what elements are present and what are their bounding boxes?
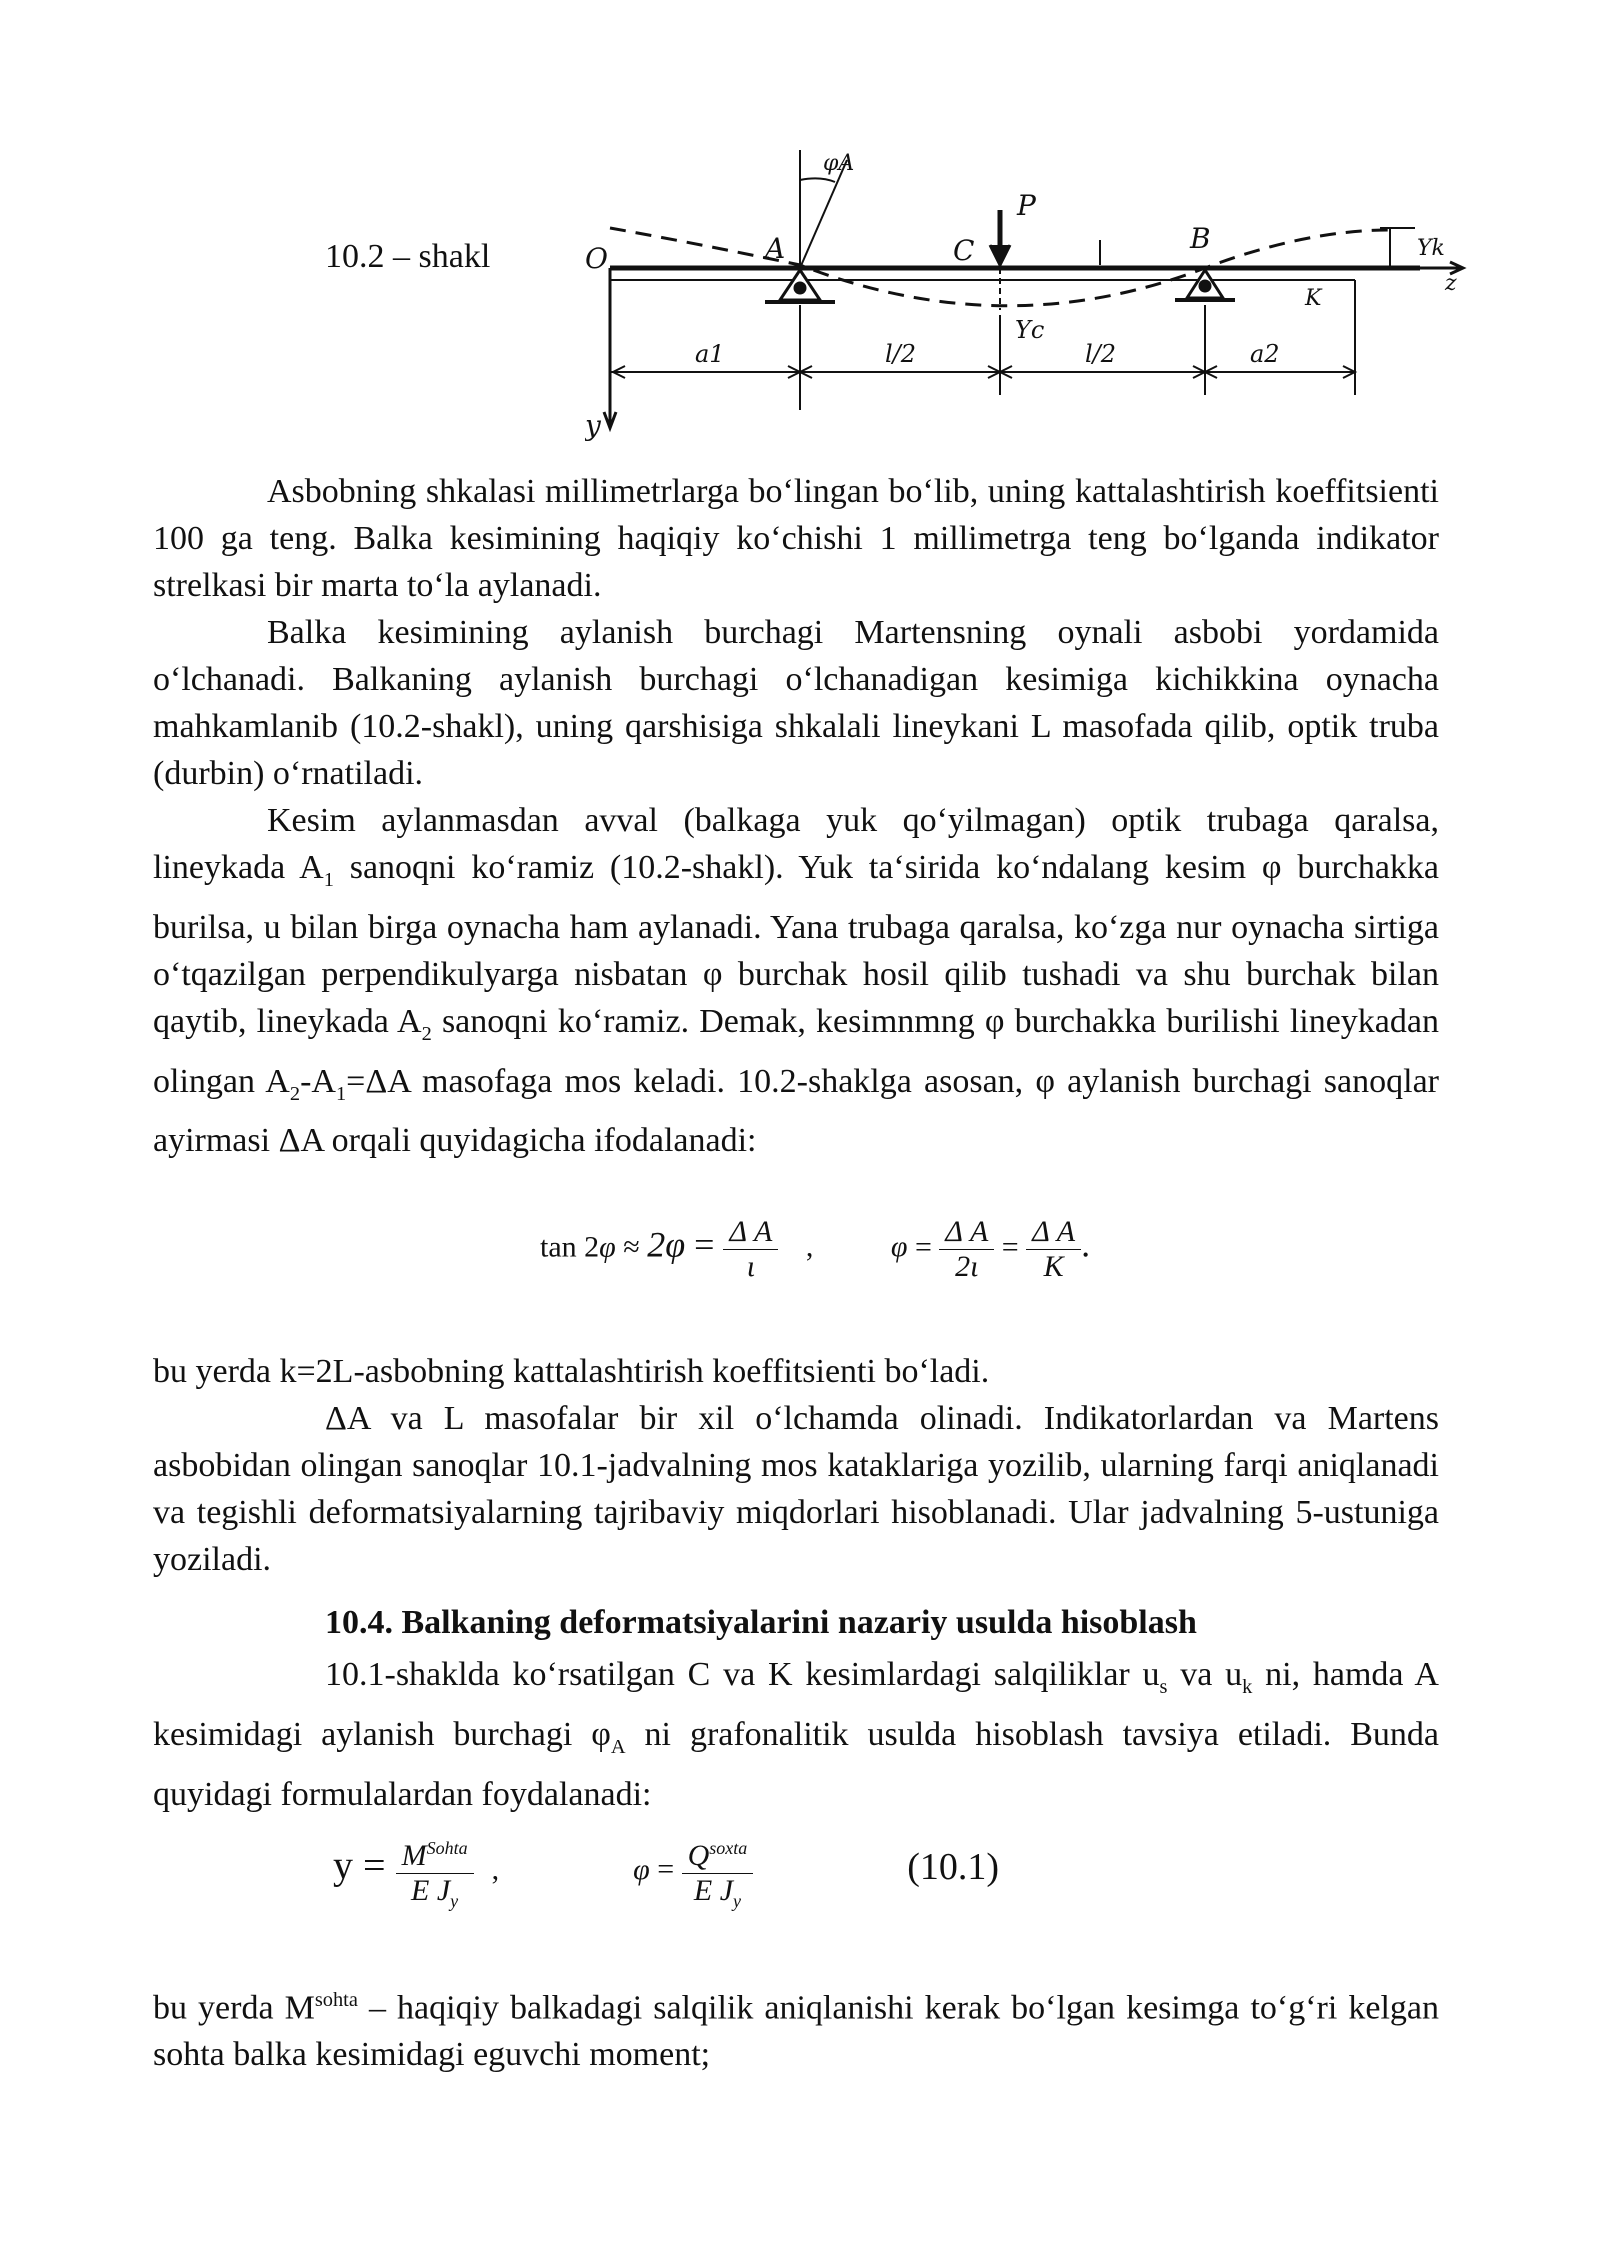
- label-a: A: [765, 232, 786, 265]
- label-l2-left: l/2: [885, 340, 917, 368]
- label-a1: a1: [695, 340, 725, 368]
- section-heading: 10.4. Balkaning deformatsiyalarini nazariy usulda hisoblash: [325, 1604, 1197, 1641]
- label-k: K: [1305, 286, 1322, 311]
- figure-caption: 10.2 – shakl: [325, 238, 491, 275]
- paragraph-6: 10.1-shaklda ko‘rsatilgan C va K kesimlardagi salqiliklar $u_s$ va $u_k$ ni, hamda A kesimidagi aylanish burchagi $\varphi_A$ ni grafonalitik usulda hisoblash tavsiya etiladi. Bunda quyidagi formulalardan foydalanadi:: [153, 1656, 1439, 1813]
- paragraph-7: bu yerda $M^{sohta}$ – haqiqiy balkadagi salqilik aniqlanishi kerak bo‘lgan kesimga to‘g‘ri kelgan sohta balka kesimidagi eguvchi moment;: [153, 1989, 1439, 2074]
- paragraph-2: Balka kesimining aylanish burchagi Martensning oynali asbobi yordamida o‘lchanadi. Balkaning aylanish burchagi o‘lchanadigan kesimiga kichikkina oynacha mahkamlanib (10.2-shakl), uning qarshisiga shkalali lineykani L masofada qilib, optik truba (durbin) o‘rnatiladi.: [153, 614, 1439, 792]
- label-c: C: [953, 234, 975, 267]
- label-phi-a: φA: [823, 151, 855, 176]
- label-yc: Yc: [1015, 316, 1045, 344]
- paragraph-5: ΔA va L masofalar bir xil o‘lchamda olinadi. Indikatorlardan va Martens asbobidan olingan sanoqlar 10.1-jadvalning mos kataklariga yozilib, ularning farqi aniqlanadi va tegishli deformatsiyalarning tajribaviy miqdorlari hisoblanadi. Ular jadvalning 5-ustuniga yoziladi.: [153, 1400, 1439, 1578]
- label-l2-right: l/2: [1085, 340, 1117, 368]
- label-o: O: [585, 242, 608, 275]
- paragraph-1: Asbobning shkalasi millimetrlarga bo‘lingan bo‘lib, uning kattalashtirish koeffitsienti 100 ga teng. Balka kesimining haqiqiy ko‘chishi 1 millimetrga teng bo‘lganda indikator strelkasi bir marta to‘la aylanadi.: [153, 473, 1439, 604]
- paragraph-4: bu yerda k=2L-asbobning kattalashtirish koeffitsienti bo‘ladi.: [153, 1353, 990, 1390]
- label-yk: Yk: [1417, 236, 1445, 261]
- label-p: P: [1017, 189, 1036, 222]
- label-y: y: [585, 409, 601, 442]
- label-a2: a2: [1250, 340, 1280, 368]
- equation-number: (10.1): [907, 1845, 1000, 1888]
- equation-1: tan 2φ ≈ 2φ = $\frac{\text{Δ A}}{\iota}$ , φ = $\frac{\text{Δ A}}{2\iota}$ = $\frac{\text{Δ A}}{K}$ .: [540, 1215, 1091, 1283]
- equation-2: y = $\frac{M^{Sohta}}{E J_y}$ , φ = $\frac{Q^{soxta}}{E J_y}$ (10.1): [333, 1838, 1000, 1911]
- label-b: B: [1190, 222, 1211, 255]
- beam-diagram: [585, 140, 1485, 460]
- paragraph-3: Kesim aylanmasdan avval (balkaga yuk qo‘yilmagan) optik trubaga qaralsa, lineykada $A_1$ sanoqni ko‘ramiz (10.2-shakl). Yuk ta‘sirida ko‘ndalang kesim φ burchakka burilsa, u bilan birga oynacha ham aylanadi. Yana trubaga qaralsa, ko‘zga nur oynacha sirtiga o‘tqazilgan perpendikulyarga nisbatan φ burchak hosil qilib tushadi va shu burchak bilan qaytib, lineykada $A_2$ sanoqni ko‘ramiz. Demak, kesimnmng φ burchakka burilishi lineykadan olingan $A_2-A_1=\Delta A$ masofaga mos keladi. 10.2-shaklga asosan, φ aylanish burchagi sanoqlar ayirmasi ΔA orqali quyidagicha ifodalanadi:: [153, 802, 1439, 1160]
- label-z: z: [1445, 271, 1457, 296]
